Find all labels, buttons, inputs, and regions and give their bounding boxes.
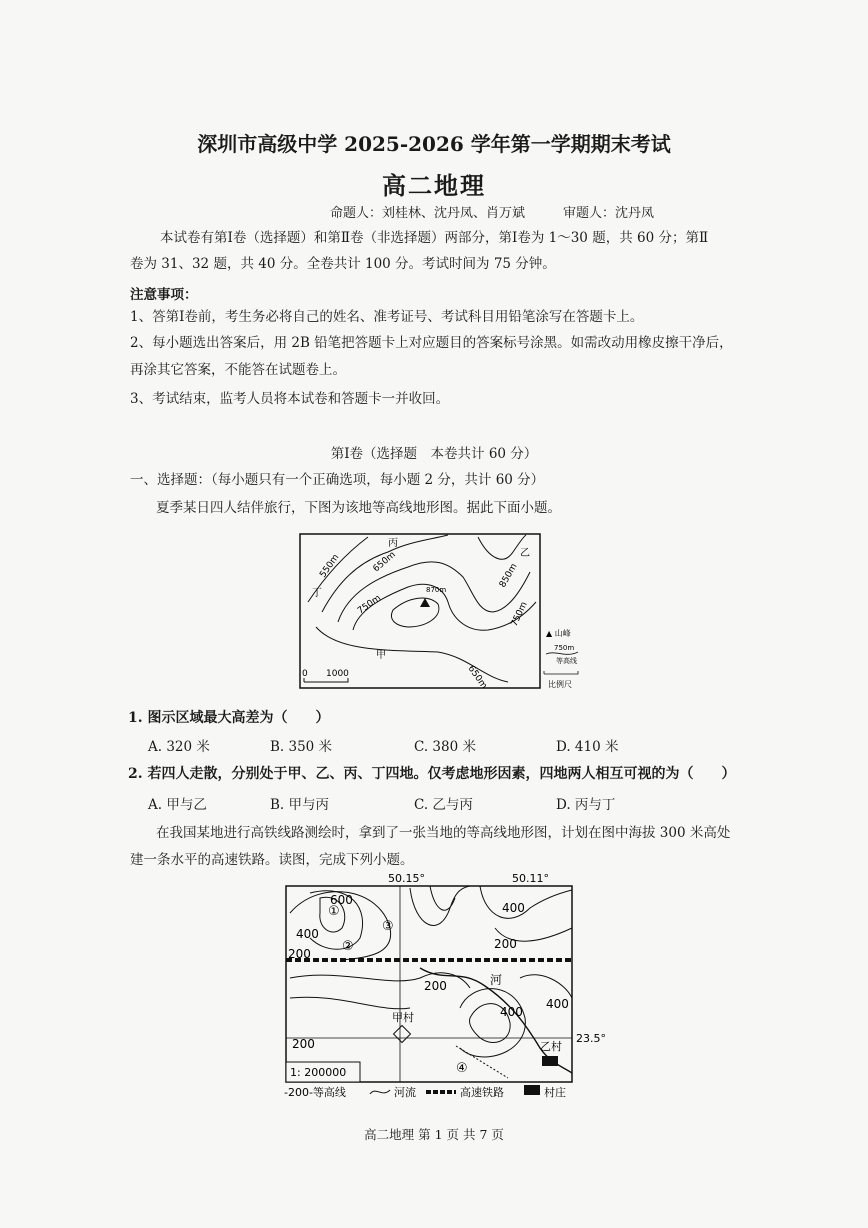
map2-scale: 1: 200000 [290,1066,347,1079]
contour-label: 400 [502,901,525,915]
peak-elevation: 870m [426,586,447,594]
authors: 命题人：刘桂林、沈丹凤、肖万斌 [330,206,526,221]
legend-river: 河流 [394,1086,416,1099]
page-footer: 高二地理 第 1 页 共 7 页 [364,1127,504,1142]
contour-label: 200 [424,979,447,993]
subject-title: 高二地理 [382,171,486,200]
legend-railway: 高速铁路 [460,1086,504,1099]
q2-option-d[interactable]: D. 丙与丁 [556,797,616,813]
contour-label: 550m [318,552,342,580]
note-1: 1、答第Ⅰ卷前，考生务必将自己的姓名、准考证号、考试科目用铅笔涂写在答题卡上。 [130,309,644,325]
village-jia-label: 甲村 [392,1011,414,1024]
q1-option-a[interactable]: A. 320 米 [148,739,210,755]
legend-contour: -200-等高线 [284,1086,346,1099]
contour-label: 200 [494,937,517,951]
contour-map-1 [298,532,598,692]
contour-label: 750m [355,593,383,617]
contour-label: 400 [500,1005,523,1019]
q2-option-a[interactable]: A. 甲与乙 [148,797,207,813]
question-stem-2a: 在我国某地进行高铁线路测绘时，拿到了一张当地的等高线地形图，计划在图中海拔 300 米高处 [156,825,731,841]
point-ding: 丁 [312,588,322,599]
contour-label: 200 [292,1037,315,1051]
exam-title: 深圳市高级中学 2025-2026 学年第一学期期末考试 [197,132,671,156]
q1-option-c[interactable]: C. 380 米 [414,739,476,755]
village-yi-icon [542,1056,558,1066]
section-instruction: 一、选择题：（每小题只有一个正确选项，每小题 2 分，共计 60 分） [130,472,545,488]
authors-line [330,202,654,221]
point-yi: 乙 [520,548,530,559]
scale-1000: 1000 [326,669,349,679]
notes-heading: 注意事项： [130,287,198,303]
marker-1: ① [328,904,340,919]
question-stem-2b: 建一条水平的高速铁路。读图，完成下列小题。 [130,852,414,868]
marker-4: ④ [456,1061,468,1076]
intro-line-2: 卷为 31、32 题，共 40 分。全卷共计 100 分。考试时间为 75 分钟。 [130,256,556,272]
point-jia: 甲 [376,650,386,661]
q2-option-c[interactable]: C. 乙与丙 [414,797,473,813]
reviewer: 审题人：沈丹凤 [563,206,655,221]
river-label: 河 [490,973,503,987]
longitude-2: 50.11° [512,872,549,885]
legend-scale: 比例尺 [548,680,572,689]
section-title: 第Ⅰ卷（选择题 本卷共计 60 分） [330,446,538,462]
contour-label: 650m [371,549,398,575]
q2-option-b[interactable]: B. 甲与丙 [270,797,330,813]
contour-label: 600 [330,893,353,907]
latitude-label: 23.5° [576,1032,606,1045]
legend-village: 村庄 [544,1086,566,1099]
peak-icon [420,598,430,607]
contour-label: 200 [288,947,311,961]
question-stem-1: 夏季某日四人结伴旅行，下图为该地等高线地形图。据此下面小题。 [156,500,561,516]
legend-contour: 等高线 [556,657,577,665]
note-3: 3、考试结束，监考人员将本试卷和答题卡一并收回。 [130,391,450,407]
contour-label: 400 [546,997,569,1011]
note-2b: 再涂其它答案，不能答在试题卷上。 [130,362,346,378]
q1-option-b[interactable]: B. 350 米 [270,739,333,755]
note-2a: 2、每小题选出答案后，用 2B 铅笔把答题卡上对应题目的答案标号涂黑。如需改动用橡皮擦干净后， [130,335,733,351]
contour-label: 400 [296,927,319,941]
contour-label: 750m [509,600,530,629]
question-2: 2. 若四人走散，分别处于甲、乙、丙、丁四地。仅考虑地形因素，四地两人相互可视的为（ ） [128,766,736,782]
point-bing: 丙 [388,538,398,549]
scale-zero: 0 [302,669,308,679]
contour-map-2 [280,868,610,1104]
village-jia-icon [394,1026,411,1043]
legend-contour-value: 750m [554,644,575,652]
legend-peak: ▲ 山峰 [546,629,571,638]
village-yi-label: 乙村 [540,1040,562,1053]
contour-label: 650m [465,663,489,691]
question-1: 1. 图示区域最大高差为（ ） [128,710,330,726]
intro-line-1: 本试卷有第Ⅰ卷（选择题）和第Ⅱ卷（非选择题）两部分，第Ⅰ卷为 1～30 题，共 60 分；第Ⅱ [160,230,709,246]
q1-option-d[interactable]: D. 410 米 [556,739,619,755]
contour-label: 850m [497,562,520,590]
marker-3: ③ [382,919,394,934]
marker-2: ② [342,939,354,954]
longitude-1: 50.15° [388,872,425,885]
